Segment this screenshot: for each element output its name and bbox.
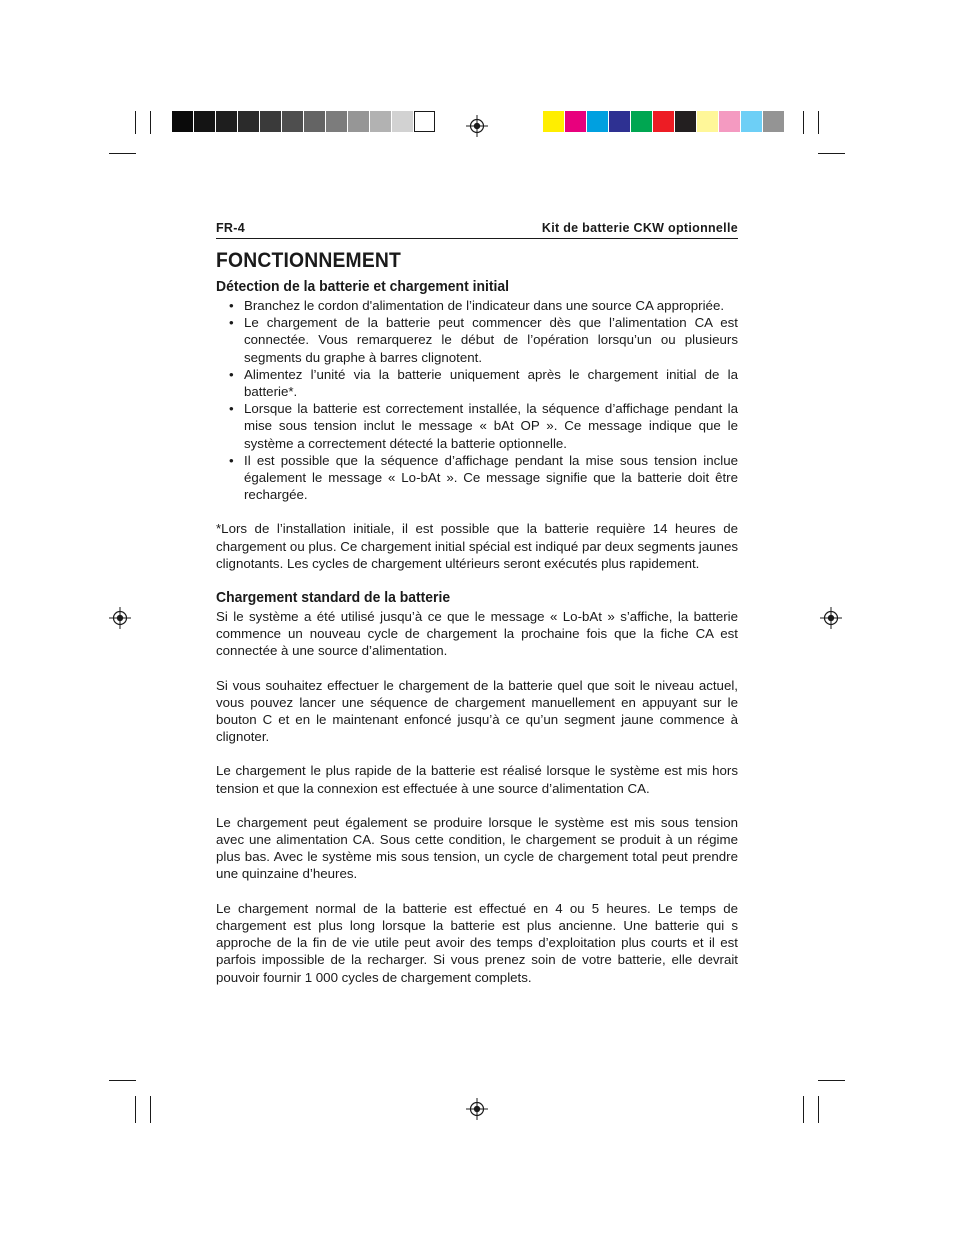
cmyk-color-bar [543, 111, 784, 132]
color-swatch [260, 111, 281, 132]
color-swatch [238, 111, 259, 132]
paragraph: Le chargement peut également se produire lorsque le système est mis sous tension avec une alimentation CA. Sous cette condition, le chargement se produit à un régime plus bas. Avec le système mis sous tension, un cycle de chargement total peut prendre une quinzaine d’heures. [216, 814, 738, 882]
crop-mark [818, 111, 819, 134]
crop-mark [135, 1096, 136, 1123]
crop-mark [803, 111, 804, 134]
paragraph: Si vous souhaitez effectuer le chargement de la batterie quel que soit le niveau actuel, vous pouvez lancer une séquence de chargement manuellement en appuyant sur le bouton C et en le maintenant enfoncé jusqu’à ce qu’un segment jaune commence à clignoter. [216, 677, 738, 745]
crop-mark [135, 111, 136, 134]
crop-mark [803, 1096, 804, 1123]
registration-mark-icon [109, 607, 131, 629]
color-swatch [763, 111, 784, 132]
crop-mark [150, 1096, 151, 1123]
page-content [216, 221, 738, 986]
color-swatch [653, 111, 674, 132]
list-item: • Le chargement de la batterie peut commencer dès que l’alimentation CA est connectée. Vous remarquerez le début de l’opération lorsqu’un ou plusieurs segments du graphe à barres clignotent. [244, 314, 738, 366]
paragraph: Le chargement le plus rapide de la batterie est réalisé lorsque le système est mis hors tension et que la connexion est effectuée à une source d’alimentation CA. [216, 763, 738, 796]
footnote: *Lors de l’installation initiale, il est possible que la batterie requière 14 heures de chargement ou plus. Ce chargement initial spécial est indiqué par deux segments jaunes clignotants. Les cycles de chargement ultérieurs seront exécutés plus rapidement. [216, 521, 738, 571]
subsection-heading-detection: Détection de la batterie et chargement initial [216, 278, 510, 295]
crop-mark [818, 1080, 845, 1081]
color-swatch [543, 111, 564, 132]
list-item: • Alimentez l’unité via la batterie uniquement après le chargement initial de la batterie*. [244, 366, 738, 400]
registration-mark-icon [820, 607, 842, 629]
page-number: FR-4 [216, 221, 245, 235]
crop-mark [109, 153, 136, 154]
crop-mark [150, 111, 151, 134]
color-swatch [216, 111, 237, 132]
section-title: FONCTIONNEMENT [216, 249, 402, 272]
color-swatch [304, 111, 325, 132]
subsection-heading-standard: Chargement standard de la batterie [216, 589, 451, 607]
list-item: • Branchez le cordon d'alimentation de l’indicateur dans une source CA appropriée. [244, 297, 738, 314]
color-swatch [414, 111, 435, 132]
grayscale-color-bar [172, 111, 435, 132]
color-swatch [282, 111, 303, 132]
color-swatch [675, 111, 696, 132]
document-title: Kit de batterie CKW optionnelle [541, 221, 738, 235]
color-swatch [697, 111, 718, 132]
paragraph: Si le système a été utilisé jusqu’à ce que le message « Lo-bAt » s’affiche, la batterie commence un nouveau cycle de chargement la prochaine fois que la fiche CA est connectée à une source d’alimentation. [216, 609, 738, 659]
list-item: • Lorsque la batterie est correctement installée, la séquence d’affichage pendant la mise sous tension inclut le message « bAt OP ». Ce message indique que le système a correctement détecté la batterie optionnelle. [244, 400, 738, 452]
color-swatch [194, 111, 215, 132]
color-swatch [172, 111, 193, 132]
color-swatch [609, 111, 630, 132]
crop-mark [818, 1096, 819, 1123]
registration-mark-icon [466, 1098, 488, 1120]
crop-mark [818, 153, 845, 154]
color-swatch [326, 111, 347, 132]
color-swatch [370, 111, 391, 132]
color-swatch [719, 111, 740, 132]
color-swatch [348, 111, 369, 132]
color-swatch [565, 111, 586, 132]
list-item: • Il est possible que la séquence d’affichage pendant la mise sous tension inclue également le message « Lo-bAt ». Ce message signifie que la batterie doit être rechargée. [244, 452, 738, 504]
color-swatch [631, 111, 652, 132]
color-swatch [392, 111, 413, 132]
detection-bullet-list [216, 297, 738, 503]
running-header [216, 221, 738, 239]
color-swatch [741, 111, 762, 132]
crop-mark [109, 1080, 136, 1081]
paragraph: Le chargement normal de la batterie est effectué en 4 ou 5 heures. Le temps de chargement est plus long lorsque la batterie est plus ancienne. Une batterie qui s approche de la fin de vie utile peut avoir des temps d’exploitation plus courts et il est parfois impossible de la recharger. Si vous prenez soin de votre batterie, elle devrait pouvoir fournir 1 000 cycles de chargement complets. [216, 900, 738, 985]
registration-mark-icon [466, 115, 488, 137]
color-swatch [587, 111, 608, 132]
